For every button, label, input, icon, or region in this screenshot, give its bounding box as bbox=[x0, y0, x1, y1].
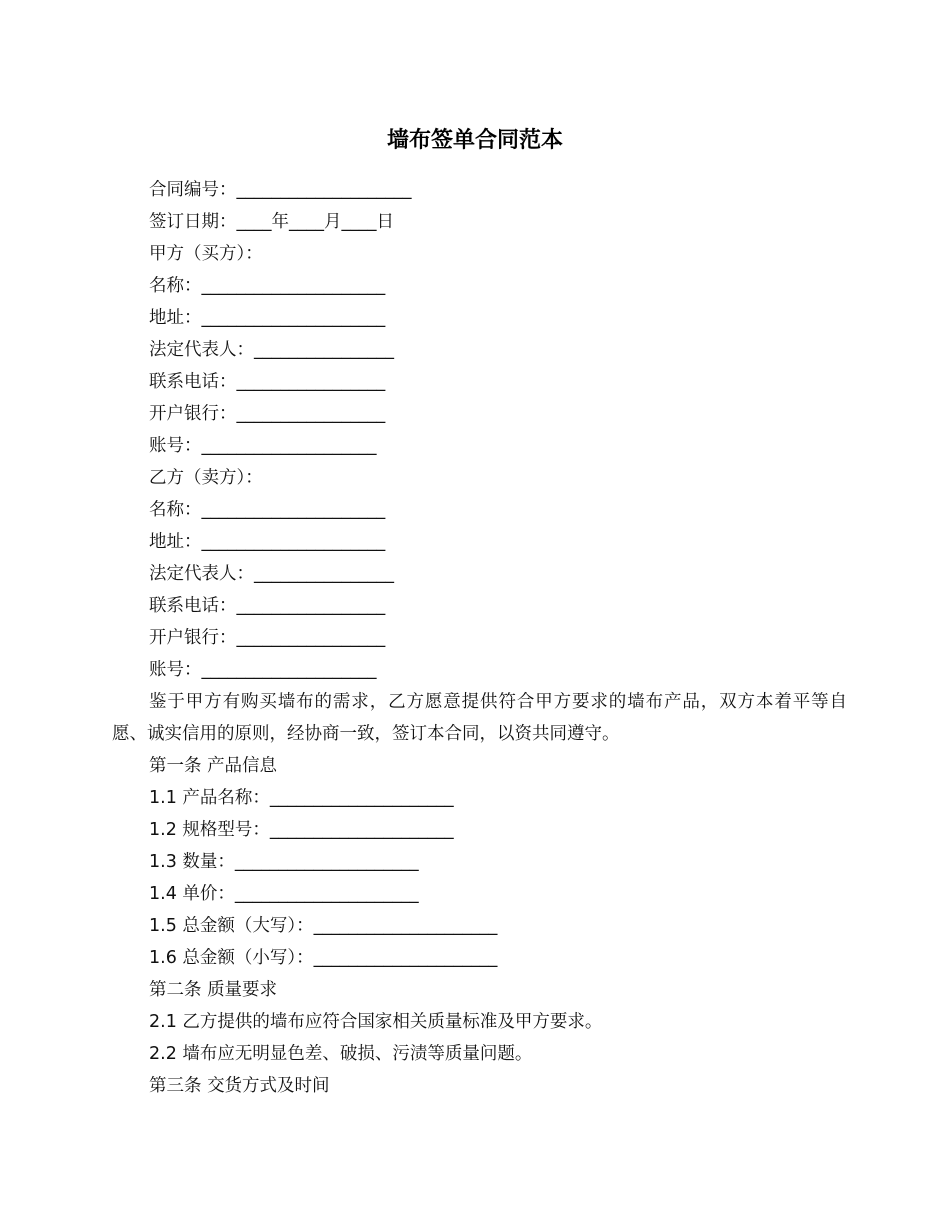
clause-2-1-line: 2.1 乙方提供的墙布应符合国家相关质量标准及甲方要求。 bbox=[149, 1012, 603, 1032]
document-body bbox=[112, 174, 847, 1102]
party-a-representative-line: 法定代表人：________________ bbox=[149, 340, 394, 360]
party-a-bank-line: 开户银行：_________________ bbox=[149, 404, 386, 424]
party-b-name-line: 名称：_____________________ bbox=[149, 500, 386, 520]
clause-1-2-line: 1.2 规格型号：_____________________ bbox=[149, 820, 454, 840]
party-a-name-line: 名称：_____________________ bbox=[149, 276, 386, 296]
party-b-phone-line: 联系电话：_________________ bbox=[149, 596, 386, 616]
party-b-address-line: 地址：_____________________ bbox=[149, 532, 386, 552]
clause-2-2-line: 2.2 墙布应无明显色差、破损、污渍等质量问题。 bbox=[149, 1044, 533, 1064]
party-b-representative-line: 法定代表人：________________ bbox=[149, 564, 394, 584]
clause-3-heading: 第三条 交货方式及时间 bbox=[149, 1076, 330, 1096]
party-b-bank-line: 开户银行：_________________ bbox=[149, 628, 386, 648]
clause-1-1-line: 1.1 产品名称：_____________________ bbox=[149, 788, 454, 808]
document-title: 墙布签单合同范本 bbox=[386, 128, 563, 153]
party-b-heading: 乙方（卖方）： bbox=[149, 468, 263, 488]
party-b-account-line: 账号：____________________ bbox=[149, 660, 377, 680]
clause-1-heading: 第一条 产品信息 bbox=[149, 756, 278, 776]
clause-1-5-line: 1.5 总金额（大写）：_____________________ bbox=[149, 916, 498, 936]
party-a-account-line: 账号：____________________ bbox=[149, 436, 377, 456]
sign-date-line: 签订日期：____年____月____日 bbox=[149, 212, 394, 232]
clause-1-6-line: 1.6 总金额（小写）：_____________________ bbox=[149, 948, 498, 968]
clause-1-3-line: 1.3 数量：_____________________ bbox=[149, 852, 419, 872]
clause-1-4-line: 1.4 单价：_____________________ bbox=[149, 884, 419, 904]
contract-number-line: 合同编号：____________________ bbox=[149, 180, 412, 200]
party-a-phone-line: 联系电话：_________________ bbox=[149, 372, 386, 392]
party-a-address-line: 地址：_____________________ bbox=[149, 308, 386, 328]
preamble-paragraph: 鉴于甲方有购买墙布的需求，乙方愿意提供符合甲方要求的墙布产品，双方本着平等自愿、诚实信用的原则，经协商一致，签订本合同，以资共同遵守。 bbox=[112, 692, 847, 744]
party-a-heading: 甲方（买方）： bbox=[149, 244, 263, 264]
clause-2-heading: 第二条 质量要求 bbox=[149, 980, 278, 1000]
